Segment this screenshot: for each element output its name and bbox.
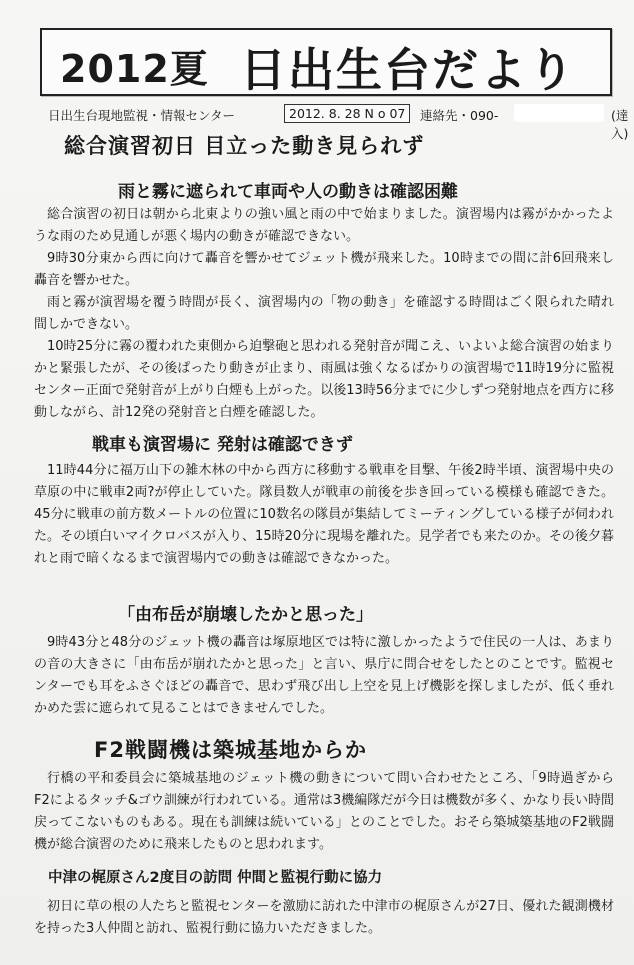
paragraph: 9時30分東から西に向けて轟音を響かせてジェット機が飛来した。10時までの間に計6回飛来し轟音を響かせた。 [34,251,614,288]
contact-label: 連絡先・090- [420,108,499,123]
redacted-phone [514,104,604,122]
issue-date-box: 2012. 8. 28 N o 07 [284,104,410,123]
info-line [48,104,629,141]
paragraph: 10時25分に霧の覆われた東側から迫撃砲と思われる発射音が聞こえ、いよいよ総合演習の始まりかと緊張したが、その後ぱったり動きが止まり、雨風は強くなるばかりの演習場で11時19分に監視センター正面で発射音が上がり白煙も上がった。以後13時56分までに少しずつ発射地点を西方に移動しながら、計12発の発射音と白煙を確認した。 [34,339,614,420]
paragraph: 行橋の平和委員会に築城基地のジェット機の動きについて問い合わせたところ、「9時過ぎから F2によるタッチ&ゴウ訓練が行われている。通常は3機編隊だが今日は機数が多く、かなり長い時間戻ってこないものもある。現在も訓練は続いている」とのことでした。おそら築城築基地のF2戦闘機が総合演習のために飛来したものと思われます。 [34,771,614,852]
main-headline: 総合演習初日 目立った動き見られず [64,134,425,158]
paragraph: 雨と霧が演習場を覆う時間が長く、演習場内の「物の動き」を確認する時間はごく限られた晴れ間しかできない。 [34,295,614,332]
masthead-title: 日出生台だより [240,43,576,97]
section-heading: 「由布岳が崩壊したかと思った」 [118,605,373,625]
section-heading: 中津の梶原さん2度目の訪問 仲間と監視行動に協力 [48,870,383,886]
paragraph: 11時44分に福万山下の雑木林の中から西方に移動する戦車を目撃、午後2時半頃、演習場中央の草原の中に戦車2両?が停止していた。隊員数人が戦車の前後を歩き回っている模様も確認できた。45分に戦車の前方数メートルの位置に10数名の隊員が集結してミーティングしている様子が伺われた。その頃白いマイクロバスが入り、15時20分に現場を離れた。見学者でも来たのか。その後夕暮れと雨で暗くなるまで演習場内での動きは確認できなかった。 [34,463,614,566]
organization-name: 日出生台現地監視・情報センター [48,108,236,123]
masthead-year: 2012夏 [60,47,209,91]
section-heading: F2戦闘機は築城基地からか [94,738,367,762]
paragraph: 初日に草の根の人たちと監視センターを激励に訪れた中津市の梶原さんが27日、優れた観測機材を持った3人仲間と訪れ、監視行動に協力いただきました。 [34,899,614,936]
paragraph: 9時43分と48分のジェット機の轟音は塚原地区では特に激しかったようで住民の一人は、あまりの音の大きさに「由布岳が崩れたかと思った」と言い、県庁に問合せをしたとのことです。監視センターでも耳をふさぐほどの轟音で、思わず飛び出し上空を見上げ機影を探しましたが、低く垂れかめた雲に遮られて見ることはできませんでした。 [34,635,614,716]
masthead-box [40,28,612,96]
paragraph: 総合演習の初日は朝から北東よりの強い風と雨の中で始まりました。演習場内は霧がかかったような雨のため見通しが悪く場内の動きが確認できない。 [34,207,614,244]
section-heading: 雨と霧に遮られて車両や人の動きは確認困難 [118,182,458,202]
contact-name: (達入) [611,108,629,141]
section-heading: 戦車も演習場に 発射は確認できず [92,435,353,455]
